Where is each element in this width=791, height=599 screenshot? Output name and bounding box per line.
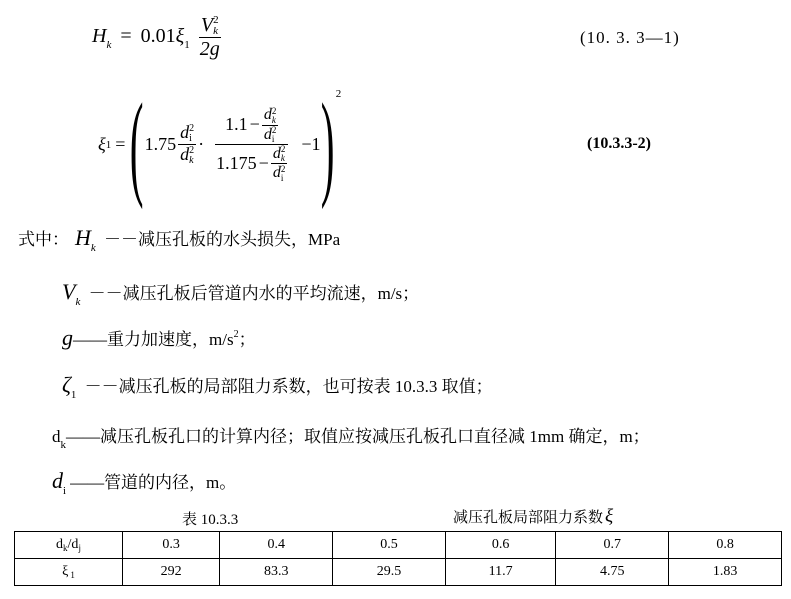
- formula2-left-paren: (: [130, 78, 144, 210]
- big-den-inner-fraction: [271, 145, 288, 183]
- def-vk-symbol: V: [62, 279, 76, 304]
- coefficient-table: [14, 531, 782, 586]
- formula2-outer-sup: 2: [335, 88, 342, 100]
- inner-den-sq: 2: [271, 125, 277, 135]
- def-di-symbol: d: [52, 468, 63, 493]
- def-vk-sub: k: [75, 296, 81, 308]
- big-den-1-175: 1.175: [216, 152, 257, 173]
- def-g: [62, 325, 256, 351]
- ratio-num-sq: 2: [189, 123, 195, 134]
- def-vk-text: －－减压孔板后管道内水的平均流速，m/s；: [88, 284, 420, 303]
- formula1-fraction: [198, 14, 222, 60]
- formula1-num-sup: 2: [213, 14, 219, 27]
- def-g-sup: 2: [233, 329, 239, 340]
- formula2-ratio-fraction: [178, 123, 196, 166]
- hdr-d1: d: [56, 537, 64, 552]
- formula2-minus-one: −1: [301, 134, 321, 154]
- inner-den-d: d: [263, 125, 272, 143]
- def-hk: [18, 225, 340, 254]
- ratio-den-d: d: [180, 144, 190, 164]
- formula-1: [92, 14, 222, 60]
- formula2-lhs: ξ: [98, 134, 106, 154]
- big-den-minus: −: [258, 152, 269, 173]
- table-cell: 0.4: [220, 532, 333, 559]
- def-dk: [52, 422, 650, 451]
- equation-number-1: (10. 3. 3—1): [580, 28, 680, 47]
- def-dk-symbol: d: [52, 427, 61, 446]
- def-intro: 式中：: [18, 230, 69, 249]
- formula1-den: 2g: [199, 38, 220, 61]
- formula1-num: V: [200, 14, 214, 36]
- def-dk-sub: k: [60, 439, 66, 451]
- table-row-ratio-header: [15, 532, 123, 559]
- inner2-num-d: d: [272, 145, 281, 162]
- table-caption-number: 表 10.3.3: [182, 512, 239, 528]
- hdr-xi-sub: 1: [70, 570, 75, 580]
- big-num-1-1: 1.1: [225, 114, 248, 135]
- def-dk-text: ——减压孔板孔口的计算内径；取值应按减压孔板孔口直径减 1mm 确定，m；: [66, 427, 650, 446]
- ratio-den-sq: 2: [189, 144, 195, 156]
- formula2-equals: =: [115, 134, 126, 154]
- def-g-text: ——重力加速度，m/s: [73, 330, 234, 349]
- def-di-sub: i: [63, 485, 67, 497]
- hdr-slash-d: /d: [67, 537, 79, 552]
- def-zeta-symbol: ζ: [62, 372, 71, 397]
- def-hk-symbol: H: [75, 225, 91, 250]
- def-g-symbol: g: [62, 325, 73, 350]
- inner2-den-sq: 2: [280, 163, 286, 174]
- inner-num-d: d: [263, 106, 272, 124]
- table-cell: 0.5: [333, 532, 446, 559]
- table-caption-text: 减压孔板局部阻力系数: [453, 510, 604, 526]
- ratio-den-k: k: [189, 154, 194, 166]
- table-cell: 83.3: [220, 559, 333, 586]
- ratio-num-d: d: [180, 122, 190, 143]
- inner-den-i: i: [271, 134, 275, 144]
- def-zeta-text: －－减压孔板的局部阻力系数，也可按表 10.3.3 取值；: [84, 377, 493, 396]
- inner2-den-i: i: [280, 172, 284, 183]
- table-row-ratios: [15, 532, 782, 559]
- table-row-coefficients: [15, 559, 782, 586]
- table-caption-title: [453, 506, 613, 528]
- formula1-lhs: H: [92, 24, 107, 47]
- formula1-xi: ξ: [175, 24, 185, 47]
- def-di: [52, 468, 236, 497]
- def-hk-text: －－减压孔板的水头损失，MPa: [104, 230, 341, 249]
- inner-num-sq: 2: [271, 105, 277, 116]
- formula2-dot: ·: [198, 134, 205, 154]
- big-num-inner-fraction: [262, 106, 279, 144]
- inner2-num-sq: 2: [280, 144, 286, 155]
- table-cell: 0.8: [669, 532, 782, 559]
- table-row-coef-header: [15, 559, 123, 586]
- table-cell: 4.75: [556, 559, 669, 586]
- table-cell: 0.3: [123, 532, 220, 559]
- formula2-coef: 1.75: [144, 134, 177, 154]
- formula2-right-paren: ): [321, 78, 336, 210]
- table-cell: 0.7: [556, 532, 669, 559]
- table-cell: 0.6: [445, 532, 556, 559]
- hdr-j: j: [78, 543, 81, 553]
- def-g-end: ；: [238, 330, 256, 349]
- formula-2: [98, 78, 342, 210]
- def-vk: [62, 279, 419, 308]
- table-cell: 1.83: [669, 559, 782, 586]
- formula2-big-fraction: [206, 106, 297, 182]
- formula1-num-sub: k: [213, 25, 218, 38]
- def-zeta: [62, 372, 493, 401]
- ratio-num-i: i: [189, 133, 192, 144]
- equation-number-2: (10.3.3-2): [587, 135, 651, 152]
- inner2-den-d: d: [272, 164, 281, 182]
- table-caption-symbol: ξ: [605, 506, 614, 527]
- formula1-xi-sub: 1: [184, 38, 190, 51]
- table-cell: 29.5: [333, 559, 446, 586]
- def-di-text: ——管道的内径，m。: [70, 473, 237, 492]
- big-num-minus: −: [249, 114, 260, 135]
- inner2-num-k: k: [280, 153, 285, 164]
- inner-num-k: k: [271, 114, 276, 125]
- table-cell: 292: [123, 559, 220, 586]
- def-zeta-sub: 1: [70, 389, 77, 401]
- formula1-equals: =: [120, 24, 132, 47]
- table-cell: 11.7: [445, 559, 556, 586]
- hdr-k: k: [63, 543, 68, 553]
- formula1-lhs-sub: k: [106, 38, 112, 51]
- hdr-xi: ξ: [62, 564, 69, 579]
- formula2-lhs-sub: 1: [105, 138, 112, 151]
- def-hk-sub: k: [90, 242, 96, 254]
- formula1-coef: 0.01: [140, 24, 176, 47]
